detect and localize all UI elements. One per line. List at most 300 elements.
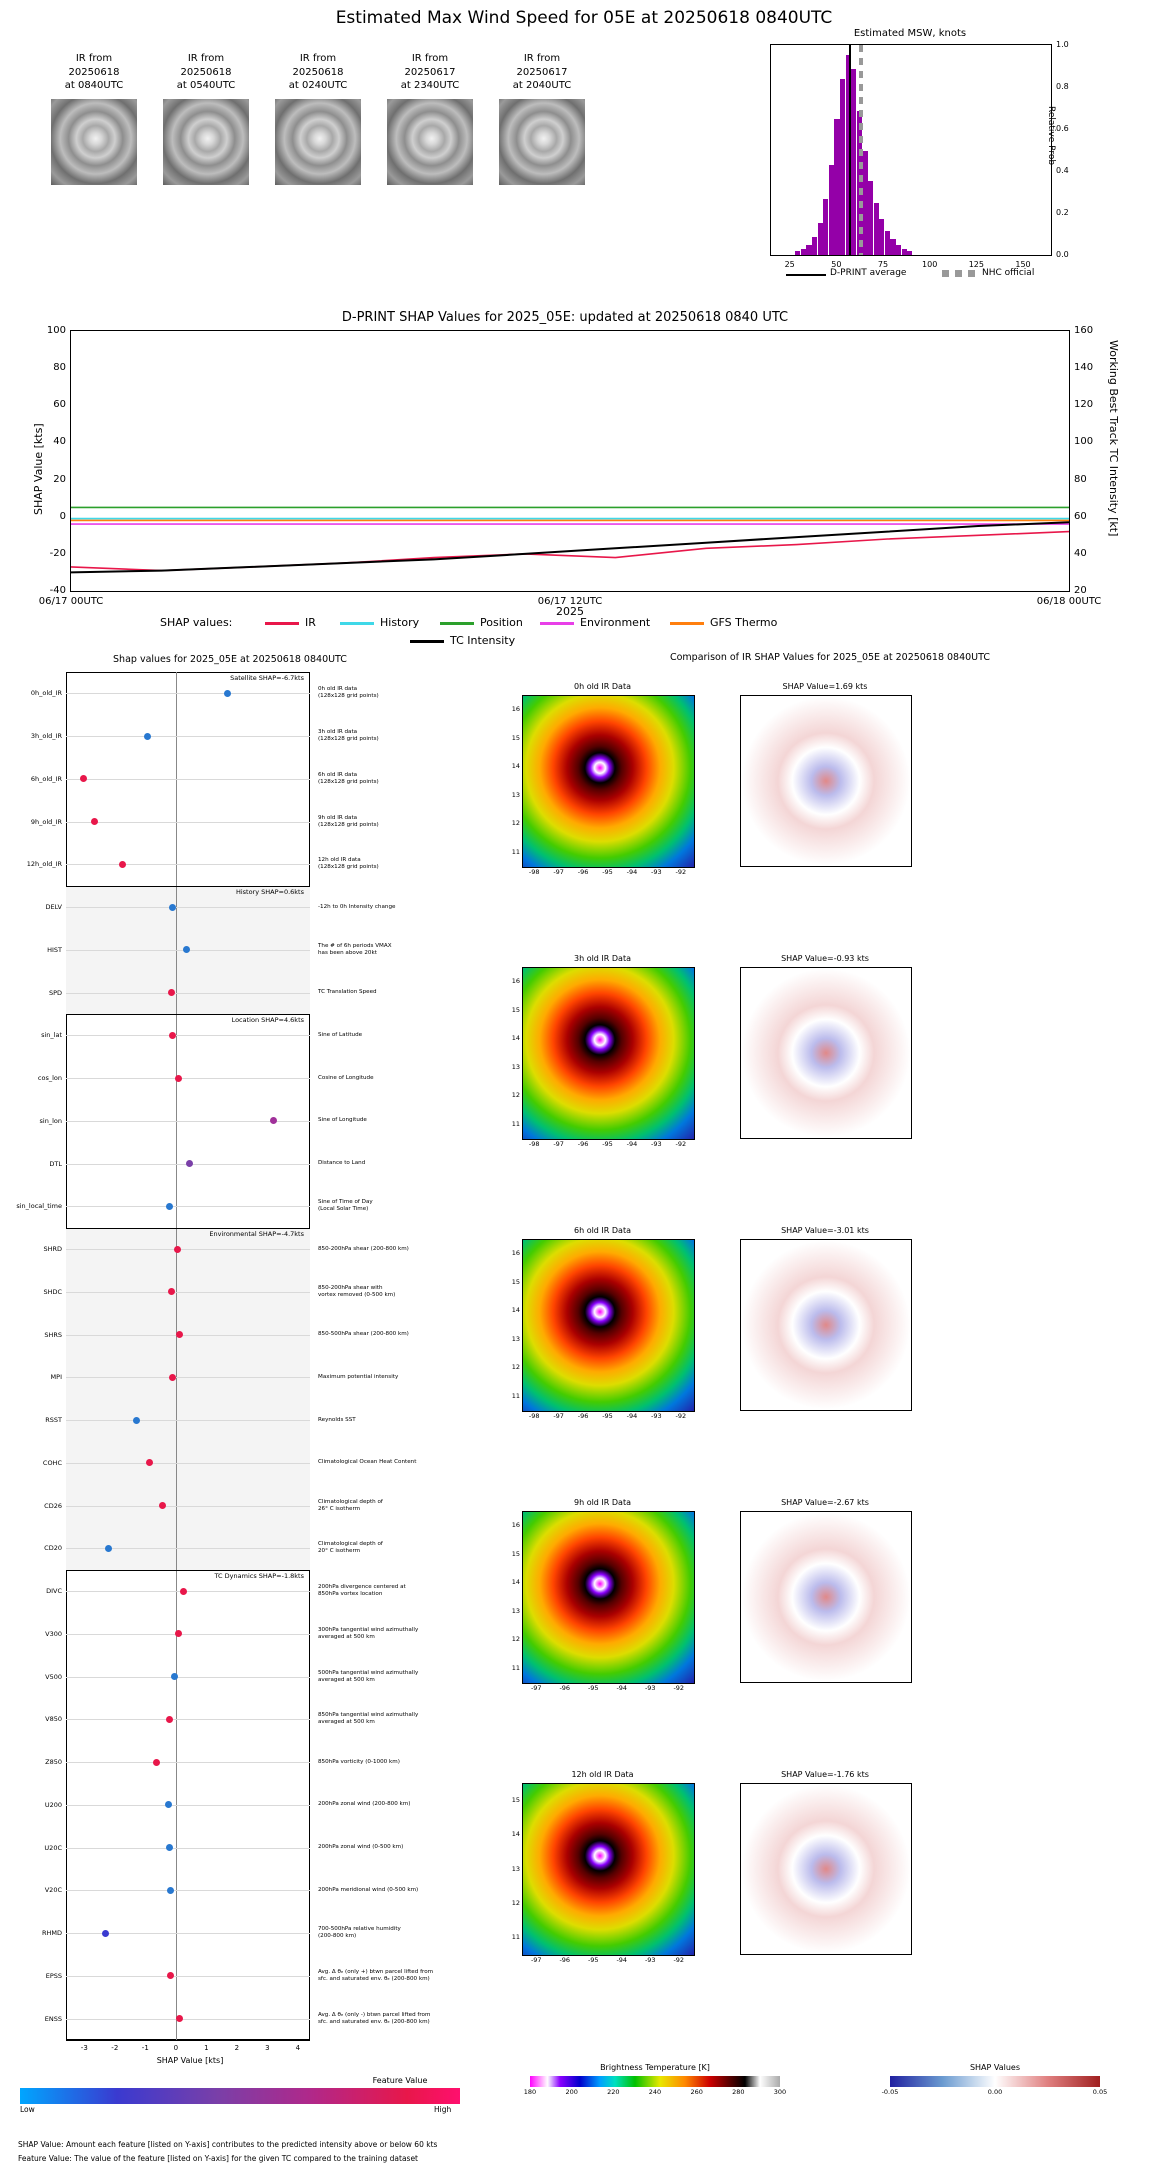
histogram-bar (890, 239, 895, 255)
row-gridline (66, 907, 310, 908)
row-gridline (66, 1719, 310, 1720)
histogram-bar (818, 223, 823, 255)
group-header: History SHAP=0.6kts (235, 887, 304, 896)
ir-map-title: 9h old IR Data (573, 1498, 631, 1507)
row-gridline (66, 993, 310, 994)
feature-description: 700-500hPa relative humidity (200-800 km) (318, 1926, 401, 1940)
row-gridline (66, 1805, 310, 1806)
shap-timeseries-ytick-left: -40 (49, 585, 66, 596)
row-gridline (66, 1292, 310, 1293)
ir-colorbar-tick: 280 (732, 2088, 745, 2096)
histogram-ytick: 0.6 (1056, 124, 1069, 133)
shap-dotplot-panel (0, 648, 480, 2163)
footnote-feature-value: Feature Value: The value of the feature [listed on Y-axis] for the given TC compared to the training dataset (18, 2154, 419, 2163)
ir-comparison-panel (490, 648, 1168, 2138)
group-separator (66, 2040, 310, 2041)
legend-item-tc-intensity (410, 634, 515, 647)
feature-description: 850-200hPa shear with vortex removed (0-500 km) (318, 1284, 396, 1298)
ir-colorbar-tick: 300 (773, 2088, 787, 2096)
feature-description: The # of 6h periods VMAX has been above 20kt (318, 942, 392, 956)
feature-description: 200hPa zonal wind (0-500 km) (318, 1844, 404, 1851)
feature-label: COHC (42, 1458, 62, 1467)
ir-map-ytick: 14 (511, 762, 520, 771)
ir-colorbar-tick: 180 (523, 2088, 537, 2096)
ir-map-ytick: 16 (511, 705, 520, 714)
colorbar-low-label: Low (20, 2105, 35, 2114)
shap-colorbar-title: SHAP Values (969, 2063, 1021, 2072)
ir-map-ytick: 13 (511, 1334, 520, 1343)
ir-map-ytick: 12 (511, 1635, 520, 1644)
feature-description: 6h old IR data (128x128 grid points) (318, 771, 379, 785)
histogram-ytick: 1.0 (1056, 40, 1069, 49)
feature-description: Sine of Latitude (318, 1031, 363, 1038)
feature-label: HIST (47, 945, 62, 954)
row-gridline (66, 1463, 310, 1464)
feature-label: SPD (48, 988, 62, 997)
shap-map-title: SHAP Value=-0.93 kts (781, 954, 869, 963)
shap-dot (176, 2015, 183, 2022)
feature-label: EPSS (45, 1971, 62, 1980)
legend-label: History (380, 616, 420, 629)
shap-timeseries-xtick: 06/17 00UTC (38, 596, 104, 607)
ir-thumbnail-image (499, 99, 585, 185)
shap-dot (80, 775, 87, 782)
ir-thumbnail-caption: IR from 20250617 at 2340UTC (400, 53, 460, 91)
shap-dot (171, 1673, 178, 1680)
feature-description: Avg. Δ θₑ (only +) btwn parcel lifted from sfc. and saturated env. θₑ (200-800 km) (318, 1968, 434, 1982)
ir-map-xtick: -97 (553, 1140, 564, 1148)
ir-thumbnail-caption: IR from 20250618 at 0540UTC (176, 53, 236, 91)
shap-timeseries-ytick-right: 40 (1074, 547, 1087, 559)
shap-dot (224, 690, 231, 697)
shap-timeseries-ytick-right: 20 (1074, 585, 1087, 596)
feature-label: 12h_old_IR (26, 860, 62, 869)
shap-map-title: SHAP Value=1.69 kts (782, 682, 868, 691)
feature-description: Sine of Longitude (318, 1117, 367, 1124)
shap-map-image (740, 1783, 912, 1955)
ir-map-xtick: -95 (587, 1956, 599, 1964)
ir-thumbnail-1 (160, 52, 252, 185)
ir-thumbnail-caption: IR from 20250617 at 2040UTC (512, 53, 572, 91)
group-header: Satellite SHAP=-6.7kts (230, 674, 304, 682)
shap-dot (153, 1759, 160, 1766)
histogram-bar (806, 245, 811, 255)
shap-timeseries-ytick-left: 100 (46, 325, 66, 336)
shap-dot (167, 1887, 174, 1894)
histogram-bar (795, 251, 800, 255)
shap-timeseries-lines (71, 331, 1069, 591)
footnote-shap-value: SHAP Value: Amount each feature [listed on Y-axis] contributes to the predicted intensity above or below 60 kts (18, 2140, 438, 2149)
legend-swatch (340, 622, 374, 625)
ir-comparison-title: Comparison of IR SHAP Values for 2025_05E at 20250618 0840UTC (669, 652, 991, 663)
histogram-xtick: 150 (1015, 260, 1031, 269)
shap-dot (166, 1716, 173, 1723)
legend-item-history (340, 616, 419, 629)
shap-dot (166, 1844, 173, 1851)
feature-label: RSST (45, 1416, 62, 1425)
feature-label: CD20 (44, 1544, 62, 1553)
row-gridline (66, 864, 310, 865)
histogram-bar (851, 69, 856, 255)
legend-label: IR (305, 616, 316, 629)
histogram-bar (874, 203, 879, 255)
row-gridline (66, 1249, 310, 1250)
feature-label: cos_lon (37, 1074, 62, 1083)
ir-map-ytick: 14 (511, 1830, 520, 1839)
shap-dot (165, 1801, 172, 1808)
histogram-xtick: 50 (831, 260, 842, 269)
ir-thumbnail-image (275, 99, 361, 185)
shap-dot (186, 1160, 193, 1167)
ir-map-xtick: -96 (559, 1684, 571, 1692)
ir-thumbnail-3 (384, 52, 476, 185)
feature-description: TC Translation Speed (318, 989, 377, 996)
shap-timeseries-ytick-right: 140 (1074, 362, 1094, 374)
feature-label: MPI (50, 1373, 62, 1382)
shap-timeseries-ytick-right: 60 (1074, 510, 1087, 522)
ir-map-title: 0h old IR Data (573, 682, 631, 691)
ir-map-ytick: 14 (511, 1034, 520, 1043)
ir-map-title: 12h old IR Data (571, 1770, 634, 1779)
feature-description: 12h old IR data (128x128 grid points) (318, 857, 379, 871)
shap-map-image (740, 1239, 912, 1411)
feature-description: 850-500hPa shear (200-800 km) (318, 1331, 409, 1338)
row-gridline (66, 822, 310, 823)
histogram-bar (868, 181, 873, 255)
ir-map-xtick: -92 (673, 1956, 685, 1964)
group-separator (66, 886, 310, 887)
shap-dot (167, 1972, 174, 1979)
ir-map-title: 6h old IR Data (573, 1226, 631, 1235)
ir-map-ytick: 15 (511, 1796, 520, 1805)
shap-dotplot-xtick: -1 (141, 2044, 149, 2052)
group-separator (66, 1570, 310, 1571)
feature-description: Reynolds SST (318, 1416, 356, 1423)
feature-description: Climatological Ocean Heat Content (318, 1459, 417, 1466)
shap-timeseries-title: D-PRINT SHAP Values for 2025_05E: updated at 20250618 0840 UTC (341, 310, 789, 325)
feature-label: V500 (45, 1672, 62, 1681)
ir-map-xtick: -96 (577, 868, 589, 876)
feature-value-colorbar (10, 2076, 470, 2132)
feature-description: 500hPa tangential wind azimuthally averaged at 500 km (318, 1669, 419, 1683)
msw-histogram-panel (760, 28, 1080, 278)
shap-map-title: SHAP Value=-2.67 kts (781, 1498, 869, 1507)
feature-description: Climatological depth of 26° C isotherm (318, 1498, 383, 1512)
shap-dot (175, 1075, 182, 1082)
shap-dotplot-xtick: 1 (204, 2044, 209, 2052)
shap-timeseries-xtick: 06/18 00UTC (1036, 596, 1102, 607)
feature-label: 6h_old_IR (30, 774, 62, 783)
ir-map-xtick: -92 (673, 1684, 685, 1692)
feature-description: Distance to Land (318, 1160, 366, 1167)
legend-label: Position (480, 616, 523, 629)
ir-colorbar-tick: 200 (565, 2088, 578, 2096)
ir-thumbnail-2 (272, 52, 364, 185)
legend-dprint-average: D-PRINT average (830, 268, 907, 278)
histogram-bar (862, 151, 867, 255)
shap-dot (159, 1502, 166, 1509)
ir-map-ytick: 12 (511, 1898, 520, 1907)
ir-map-image (522, 1783, 695, 1956)
feature-label: sin_lat (41, 1031, 62, 1040)
shap-timeseries-ytick-right: 80 (1074, 473, 1087, 485)
feature-label: sin_local_time (16, 1202, 62, 1211)
feature-label: V850 (45, 1715, 62, 1724)
ir-map-ytick: 16 (511, 977, 520, 986)
zero-line (176, 672, 177, 2040)
shap-dot (166, 1203, 173, 1210)
page-title: Estimated Max Wind Speed for 05E at 20250618 0840UTC (335, 8, 833, 28)
row-gridline (66, 1506, 310, 1507)
ir-map-ytick: 16 (511, 1521, 520, 1530)
row-gridline (66, 1078, 310, 1079)
feature-description: 0h old IR data (128x128 grid points) (318, 686, 379, 700)
shap-dotplot-xtick: 2 (234, 2044, 240, 2052)
ir-map-xtick: -93 (644, 1956, 656, 1964)
feature-description: Maximum potential intensity (318, 1373, 399, 1380)
feature-label: DELV (45, 903, 62, 912)
row-gridline (66, 1377, 310, 1378)
row-gridline (66, 1890, 310, 1891)
ir-map-ytick: 16 (511, 1249, 520, 1258)
shap-timeseries-ytick-left: 40 (53, 436, 66, 448)
histogram-bar (907, 251, 912, 255)
feature-label: SHRS (44, 1330, 62, 1339)
shap-timeseries-ytick-left: 0 (59, 510, 66, 522)
feature-description: Sine of Time of Day (Local Solar Time) (318, 1199, 373, 1213)
ir-map-ytick: 15 (511, 733, 520, 742)
shap-timeseries-xlabel: 2025 (556, 605, 584, 618)
ir-colorbar-tick: 220 (607, 2088, 620, 2096)
feature-label: SHDC (43, 1287, 62, 1296)
shap-colorbar-tick: 0.00 (987, 2088, 1003, 2096)
ir-thumbnail-caption: IR from 20250618 at 0840UTC (64, 53, 124, 91)
ir-map-ytick: 11 (511, 1391, 520, 1400)
shap-map-title: SHAP Value=-1.76 kts (781, 1770, 869, 1779)
shap-dot (119, 861, 126, 868)
dprint-average-line (849, 45, 851, 255)
group-header: Environmental SHAP=-4.7kts (209, 1229, 304, 1238)
colorbar-title: Feature Value (372, 2076, 428, 2085)
shap-map-image (740, 695, 912, 867)
legend-item-position (440, 616, 523, 629)
legend-label: TC Intensity (450, 634, 516, 647)
legend-item-environment (540, 616, 650, 629)
feature-description: 300hPa tangential wind azimuthally averaged at 500 km (318, 1626, 419, 1640)
histogram-xtick: 25 (784, 260, 795, 269)
ir-map-ytick: 15 (511, 1549, 520, 1558)
feature-label: 9h_old_IR (30, 817, 62, 826)
feature-description: 850-200hPa shear (200-800 km) (318, 1245, 409, 1252)
legend-swatch (440, 622, 474, 625)
shap-dot (102, 1930, 109, 1937)
colorbar-gradient (20, 2088, 460, 2104)
ir-thumbnail-4 (496, 52, 588, 185)
shap-timeseries-ylabel-left: SHAP Value [kts] (32, 423, 45, 515)
shap-map-image (740, 1511, 912, 1683)
histogram-bar (896, 245, 901, 255)
ir-map-ytick: 11 (511, 1119, 520, 1128)
group-separator (66, 1014, 310, 1015)
ir-thumbnail-0 (48, 52, 140, 185)
ir-map-xtick: -98 (528, 1140, 540, 1148)
nhc-official-line (859, 45, 863, 255)
ir-thumbnail-image (51, 99, 137, 185)
histogram-bar (823, 199, 828, 255)
feature-label: sin_lon (39, 1116, 62, 1125)
histogram-bar (840, 79, 845, 255)
histogram-ytick: 0.0 (1056, 250, 1069, 259)
feature-label: 0h_old_IR (30, 689, 62, 698)
legend-nhc-official: NHC official (982, 268, 1035, 278)
group-header: Location SHAP=4.6kts (231, 1016, 304, 1024)
shap-dot (105, 1545, 112, 1552)
row-gridline (66, 1591, 310, 1592)
ir-map-ytick: 11 (511, 1932, 520, 1941)
ir-map-xtick: -97 (553, 868, 564, 876)
ir-map-xtick: -98 (528, 1412, 540, 1420)
legend-swatch (670, 622, 704, 625)
row-gridline (66, 1762, 310, 1763)
row-gridline (66, 779, 310, 780)
feature-description: 9h old IR data (128x128 grid points) (318, 814, 379, 828)
histogram-xtick: 100 (922, 260, 938, 269)
group-shading (66, 1228, 310, 1570)
shap-dot (133, 1417, 140, 1424)
ir-map-ytick: 13 (511, 1062, 520, 1071)
shap-dot (169, 1032, 176, 1039)
ir-map-xtick: -93 (651, 1140, 662, 1148)
histogram-ytick: 0.8 (1056, 82, 1069, 91)
shap-dot (180, 1588, 187, 1595)
ir-map-xtick: -98 (528, 868, 540, 876)
ir-map-xtick: -95 (602, 868, 613, 876)
legend-swatch (265, 622, 299, 625)
row-gridline (66, 1335, 310, 1336)
shap-dotplot-xtick: -3 (80, 2044, 88, 2052)
row-gridline (66, 1634, 310, 1635)
ir-map-ytick: 14 (511, 1578, 520, 1587)
histogram-bar (885, 231, 890, 255)
shap-dotplot-xtick: 3 (265, 2044, 270, 2052)
feature-label: RHMD (41, 1929, 62, 1938)
ir-map-xtick: -93 (651, 868, 662, 876)
ir-map-image (522, 695, 695, 868)
ir-thumbnail-image (387, 99, 473, 185)
ir-colorbar-gradient (530, 2076, 780, 2087)
colorbar-high-label: High (434, 2105, 452, 2114)
legend-item-ir (265, 616, 316, 629)
ir-map-xtick: -92 (675, 1412, 687, 1420)
ir-map-ytick: 14 (511, 1306, 520, 1315)
histogram-xtick: 125 (968, 260, 984, 269)
feature-description: 850hPa vorticity (0-1000 km) (318, 1758, 400, 1765)
feature-description: Cosine of Longitude (318, 1074, 374, 1081)
row-gridline (66, 1976, 310, 1977)
shap-timeseries-panel (10, 300, 1160, 645)
shap-timeseries-ytick-left: 80 (53, 362, 66, 374)
ir-map-title: 3h old IR Data (573, 954, 631, 963)
ir-map-ytick: 11 (511, 1663, 520, 1672)
row-gridline (66, 2019, 310, 2020)
feature-label: 3h_old_IR (30, 732, 62, 741)
ir-thumbnail-image (163, 99, 249, 185)
legend-swatch (540, 622, 574, 625)
row-gridline (66, 1420, 310, 1421)
shap-timeseries-xtick: 06/17 12UTC (537, 596, 603, 607)
legend-label: GFS Thermo (710, 616, 778, 629)
group-header: TC Dynamics SHAP=-1.8kts (214, 1571, 304, 1580)
ir-map-image (522, 1239, 695, 1412)
feature-label: ENSS (44, 2014, 62, 2023)
shap-timeseries-ytick-right: 120 (1074, 399, 1094, 411)
shap-timeseries-ytick-right: 160 (1074, 325, 1094, 336)
histogram-bar (834, 119, 839, 255)
shap-dot (168, 989, 175, 996)
ir-map-xtick: -94 (626, 1140, 638, 1148)
ir-map-xtick: -97 (530, 1684, 542, 1692)
shap-timeseries-ylabel-right: Working Best Track TC Intensity [kt] (1107, 340, 1120, 537)
ir-map-xtick: -95 (587, 1684, 599, 1692)
ir-map-xtick: -93 (651, 1412, 662, 1420)
feature-label: U200 (44, 1800, 62, 1809)
feature-description: Climatological depth of 20° C isotherm (318, 1541, 383, 1555)
shap-dotplot-title: Shap values for 2025_05E at 20250618 0840UTC (113, 654, 347, 665)
ir-map-xtick: -92 (675, 1140, 687, 1148)
histogram-ytick: 0.2 (1056, 208, 1069, 217)
ir-colorbar-tick: 240 (648, 2088, 662, 2096)
ir-map-ytick: 15 (511, 1277, 520, 1286)
feature-label: V20C (44, 1886, 62, 1895)
feature-description: 850hPa tangential wind azimuthally averaged at 500 km (318, 1712, 419, 1726)
feature-label: Z850 (45, 1758, 62, 1767)
shap-dot (169, 904, 176, 911)
ir-map-ytick: 12 (511, 819, 520, 828)
ir-map-xtick: -97 (530, 1956, 542, 1964)
ir-map-image (522, 967, 695, 1140)
ir-map-xtick: -96 (559, 1956, 571, 1964)
ir-map-xtick: -94 (616, 1956, 628, 1964)
histogram-bar (812, 237, 817, 255)
shap-map-image (740, 967, 912, 1139)
shap-dot (144, 733, 151, 740)
feature-description: 3h old IR data (128x128 grid points) (318, 729, 379, 743)
shap-dot (175, 1630, 182, 1637)
ir-map-image (522, 1511, 695, 1684)
feature-description: 200hPa zonal wind (200-800 km) (318, 1801, 411, 1808)
feature-label: V300 (45, 1629, 62, 1638)
shap-dot (270, 1117, 277, 1124)
row-gridline (66, 1677, 310, 1678)
ir-map-xtick: -95 (602, 1140, 613, 1148)
shap-dot (91, 818, 98, 825)
ir-map-ytick: 12 (511, 1363, 520, 1372)
ir-thumbnail-caption: IR from 20250618 at 0240UTC (288, 53, 348, 91)
histogram-ylabel: Relative Prob (1046, 106, 1056, 166)
row-gridline (66, 693, 310, 694)
histogram-bar (829, 165, 834, 255)
ir-map-ytick: 13 (511, 1864, 520, 1873)
ir-map-ytick: 11 (511, 847, 520, 856)
ir-map-xtick: -94 (626, 1412, 638, 1420)
ir-colorbar-title: Brightness Temperature [K] (600, 2063, 710, 2072)
row-gridline (66, 1206, 310, 1207)
feature-label: CD26 (44, 1501, 62, 1510)
ir-map-xtick: -96 (577, 1140, 589, 1148)
row-gridline (66, 1035, 310, 1036)
shap-timeseries-ytick-left: 60 (53, 399, 66, 411)
legend-nhc-dashes (942, 270, 976, 277)
